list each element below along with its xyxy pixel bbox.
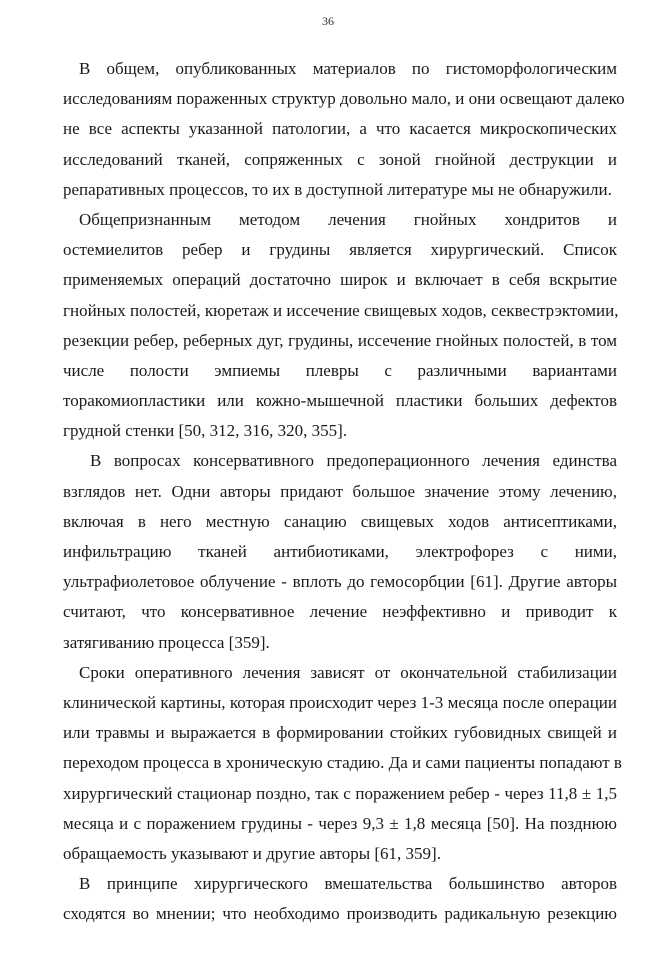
text-line: репаративных процессов, то их в доступной литературе мы не обнаружили. bbox=[63, 179, 612, 199]
text-line: Сроки оперативного лечения зависят от окончательной стабилизации bbox=[79, 662, 617, 682]
paragraph-2 bbox=[63, 205, 617, 447]
text-line: исследованиям пораженных структур довольно мало, и они освещают далеко bbox=[63, 89, 625, 109]
text-line: не все аспекты указанной патологии, а что касается микроскопических bbox=[63, 119, 617, 139]
text-line: грудной стенки [50, 312, 316, 320, 355]. bbox=[63, 421, 348, 441]
text-line: остемиелитов ребер и грудины является хирургический. Список bbox=[63, 240, 617, 260]
text-line: переходом процесса в хроническую стадию. Да и сами пациенты попадают в bbox=[63, 753, 622, 773]
text-line: взглядов нет. Одни авторы придают большое значение этому лечению, bbox=[63, 481, 617, 501]
text-line: гнойных полостей, кюретаж и иссечение свищевых ходов, секвестрэктомии, bbox=[63, 300, 619, 320]
text-line: включая в него местную санацию свищевых ходов антисептиками, bbox=[63, 511, 617, 531]
text-line: В принципе хирургического вмешательства большинство авторов bbox=[79, 874, 617, 894]
text-line: инфильтрацию тканей антибиотиками, электрофорез с ними, bbox=[63, 542, 617, 561]
text-line: хирургический стационар поздно, так с поражением ребер - через 11,8 ± 1,5 bbox=[63, 783, 617, 803]
text-line: месяца и с поражением грудины - через 9,3 ± 1,8 месяца [50]. На позднюю bbox=[63, 813, 617, 833]
text-line: клинической картины, которая происходит через 1-3 месяца после операции bbox=[63, 692, 617, 712]
page-body bbox=[63, 54, 625, 929]
paragraph-3 bbox=[63, 446, 617, 657]
text-line: ультрафиолетовое облучение - вплоть до гемосорбции [61]. Другие авторы bbox=[63, 572, 617, 592]
text-line: В вопросах консервативного предоперационного лечения единства bbox=[90, 451, 617, 471]
text-line: Общепризнанным методом лечения гнойных хондритов и bbox=[79, 209, 617, 229]
text-line: применяемых операций достаточно широк и включает в себя вскрытие bbox=[63, 270, 617, 290]
text-line: считают, что консервативное лечение неэффективно и приводит к bbox=[63, 602, 617, 622]
paragraph-4 bbox=[63, 658, 622, 869]
page-number: 36 bbox=[322, 14, 334, 28]
text-line: исследований тканей, сопряженных с зоной гнойной деструкции и bbox=[63, 149, 617, 169]
paragraph-1 bbox=[63, 54, 625, 205]
paragraph-5 bbox=[63, 869, 617, 929]
text-line: сходятся во мнении; что необходимо производить радикальную резекцию bbox=[63, 904, 617, 924]
text-line: или травмы и выражается в формировании стойких губовидных свищей и bbox=[63, 723, 617, 743]
text-line: обращаемость указывают и другие авторы [61, 359]. bbox=[63, 843, 441, 863]
text-line: торакомиопластики или кожно-мышечной пластики больших дефектов bbox=[63, 391, 617, 411]
text-line: В общем, опубликованных материалов по гистоморфологическим bbox=[79, 59, 617, 78]
text-line: числе полости эмпиемы плевры с различными вариантами bbox=[63, 360, 617, 380]
text-line: резекции ребер, реберных дуг, грудины, иссечение гнойных полостей, в том bbox=[63, 330, 617, 350]
text-line: затягиванию процесса [359]. bbox=[63, 632, 270, 652]
